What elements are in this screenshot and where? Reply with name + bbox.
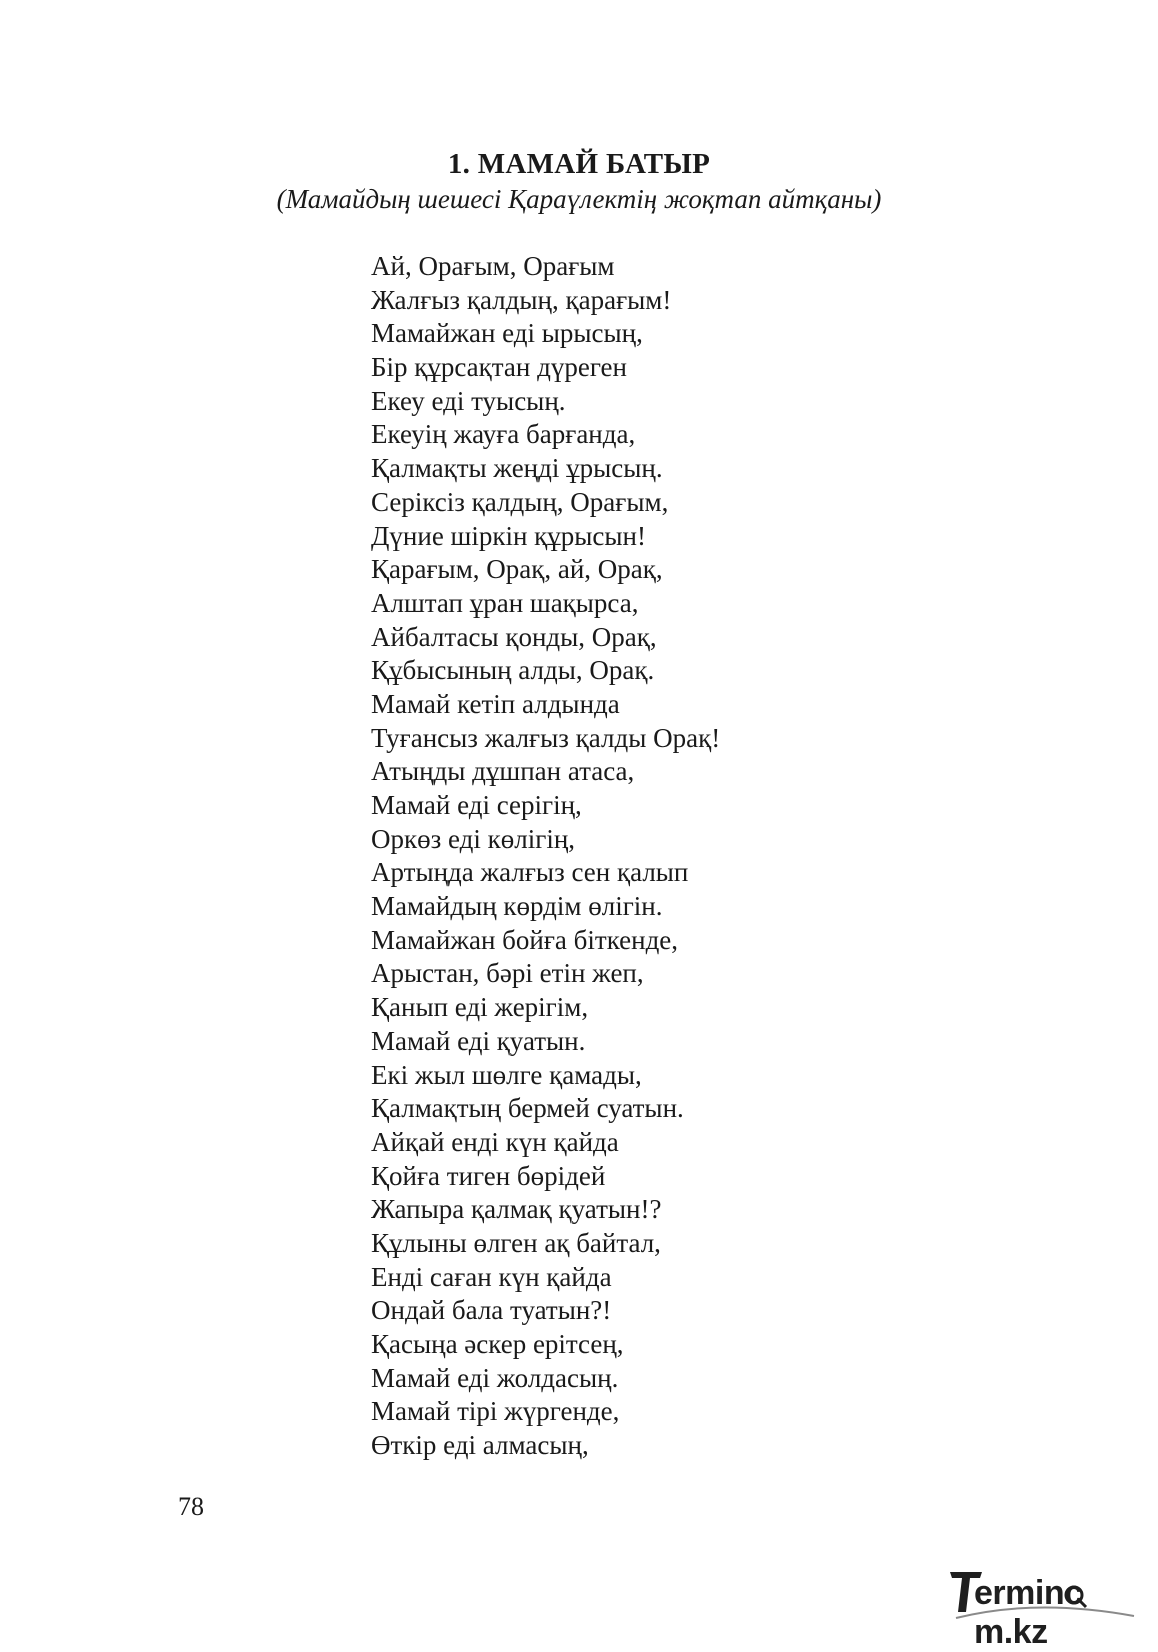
poem-line: Алштап ұран шақырса, xyxy=(371,587,639,618)
poem-line: Құлыны өлген ақ байтал, xyxy=(371,1227,661,1258)
poem-line: Қанып еді жерігім, xyxy=(371,992,589,1023)
poem-line: Оркөз еді көлігің, xyxy=(371,823,576,854)
poem-line: Қалмақтың бермей суатын. xyxy=(371,1093,684,1124)
poem-line: Дүние шіркін құрысын! xyxy=(371,520,646,551)
poem-line: Серіксіз қалдың, Орағым, xyxy=(371,486,669,517)
poem-line: Екі жыл шөлге қамады, xyxy=(371,1059,642,1090)
poem-title: 1. МАМАЙ БАТЫР xyxy=(447,148,711,180)
poem-line: Жапыра қалмақ қуатын!? xyxy=(371,1194,662,1225)
poem-body xyxy=(371,250,720,1463)
poem-line: Қалмақты жеңді ұрысың. xyxy=(371,453,663,484)
poem-line: Айбалтасы қонды, Орақ, xyxy=(371,621,657,652)
poem-line: Бір құрсақтан дүреген xyxy=(371,352,627,383)
poem-line: Мамайжан бойға біткенде, xyxy=(371,924,679,955)
poem-line: Туғансыз жалғыз қалды Орақ! xyxy=(371,722,721,753)
poem-line: Артыңда жалғыз сен қалып xyxy=(371,857,689,888)
poem-line: Жалғыз қалдың, қарағым! xyxy=(371,284,672,315)
poem-line: Қойға тиген бөрідей xyxy=(371,1160,606,1191)
watermark-logo xyxy=(946,1568,1142,1651)
poem-line: Мамайжан еді ырысың, xyxy=(371,318,643,349)
poem-line: Екеу еді туысың. xyxy=(371,385,566,416)
poem-line: Енді саған күн қайда xyxy=(371,1261,612,1292)
poem-line: Ай, Орағым, Орағым xyxy=(371,251,615,281)
poem-line: Мамайдың көрдім өлігін. xyxy=(371,891,663,922)
poem-line: Мамай тірі жүргенде, xyxy=(371,1396,620,1427)
poem-line: Өткір еді алмасың, xyxy=(371,1430,589,1461)
poem-line: Құбысының алды, Орақ. xyxy=(371,655,655,686)
poem-line: Мамай кетіп алдында xyxy=(371,688,620,719)
poem-line: Қарағым, Орақ, ай, Орақ, xyxy=(371,554,663,585)
poem-line: Мамай еді серігің, xyxy=(371,790,582,820)
watermark-text: erminc m.kz xyxy=(974,1574,1083,1651)
poem-line: Айқай енді күн қайда xyxy=(371,1126,619,1157)
poem-line: Ондай бала туатын?! xyxy=(371,1295,612,1326)
poem-line: Арыстан, бәрі етін жеп, xyxy=(371,958,644,989)
poem-line: Мамай еді қуатын. xyxy=(371,1025,586,1056)
poem-line: Екеуің жауға барғанда, xyxy=(371,419,636,450)
page-number: 78 xyxy=(178,1492,204,1521)
poem-subtitle: (Мамайдың шешесі Қараүлектің жоқтап айтқаны) xyxy=(276,184,882,214)
poem-line: Мамай еді жолдасың. xyxy=(371,1362,619,1393)
poem-line: Қасыңа әскер ерітсең, xyxy=(371,1329,624,1359)
poem-line: Атыңды дұшпан атаса, xyxy=(371,756,635,787)
